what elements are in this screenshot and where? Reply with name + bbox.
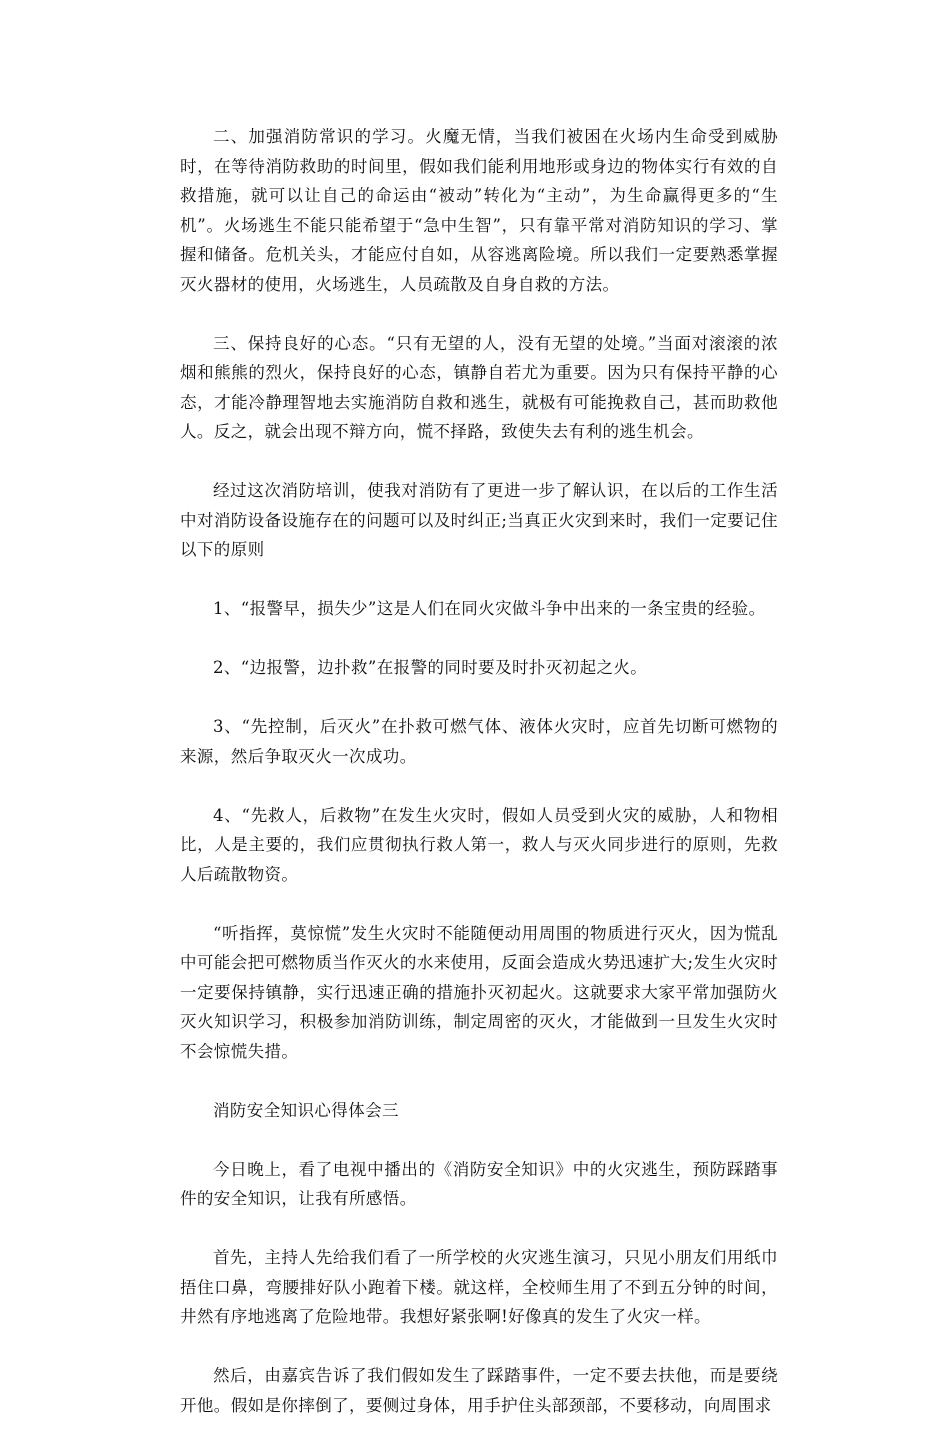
paragraph-principle-4: 4、“先救人，后救物”在发生火灾时，假如人员受到火灾的威胁，人和物相比，人是主要的，我们应贯彻执行救人第一，救人与灭火同步进行的原则，先救人后疏散物资。 bbox=[180, 805, 778, 884]
paragraph-principle-1: 1、“报警早，损失少”这是人们在同火灾做斗争中出来的一条宝贵的经验。 bbox=[213, 599, 766, 618]
paragraph-fire-knowledge: 二、加强消防常识的学习。火魔无情，当我们被困在火场内生命受到威胁时，在等待消防救助的时间里，假如我们能利用地形或身边的物体实行有效的自救措施，就可以让自己的命运由“被动”转化为“主动”，为生命赢得更多的“生机”。火场逃生不能只能希望于“急中生智”，只有靠平常对消防知识的学习、掌握和储备。危机关头，才能应付自如，从容逃离险境。所以我们一定要熟悉掌握灭火器材的使用，火场逃生，人员疏散及自身自救的方法。 bbox=[180, 127, 778, 294]
paragraph-principle-2: 2、“边报警，边扑救”在报警的同时要及时扑灭初起之火。 bbox=[213, 658, 648, 677]
paragraph-training-summary: 经过这次消防培训，使我对消防有了更进一步了解认识，在以后的工作生活中对消防设备设施存在的问题可以及时纠正;当真正火灾到来时，我们一定要记住以下的原则 bbox=[180, 481, 778, 559]
paragraph-principle-3: 3、“先控制，后灭火”在扑救可燃气体、液体火灾时，应首先切断可燃物的来源，然后争取灭火一次成功。 bbox=[180, 717, 778, 766]
paragraph-tv-program: 今日晚上，看了电视中播出的《消防安全知识》中的火灾逃生，预防踩踏事件的安全知识，让我有所感悟。 bbox=[180, 1159, 778, 1208]
document-body bbox=[180, 122, 778, 1450]
paragraph-good-mindset: 三、保持良好的心态。“只有无望的人，没有无望的处境。”当面对滚滚的浓烟和熊熊的烈火，保持良好的心态，镇静自若尤为重要。因为只有保持平静的心态，才能冷静理智地去实施消防自救和逃生，就极有可能挽救自己，甚而助救他人。反之，就会出现不辩方向，慌不择路，致使失去有利的逃生机会。 bbox=[180, 333, 778, 441]
paragraph-stampede: 然后，由嘉宾告诉了我们假如发生了踩踏事件，一定不要去扶他，而是要绕开他。假如是你摔倒了，要侧过身体，用手护住头部颈部，不要移动，向周围求 bbox=[180, 1366, 778, 1415]
paragraph-drill: 首先，主持人先给我们看了一所学校的火灾逃生演习，只见小朋友们用纸巾捂住口鼻，弯腰排好队小跑着下楼。就这样，全校师生用了不到五分钟的时间，井然有序地逃离了危险地带。我想好紧张啊!好像真的发生了火灾一样。 bbox=[180, 1248, 778, 1326]
section-heading: 消防安全知识心得体会三 bbox=[213, 1100, 399, 1120]
paragraph-follow-command: “听指挥，莫惊慌”发生火灾时不能随便动用周围的物质进行灭火，因为慌乱中可能会把可燃物质当作灭火的水来使用，反面会造成火势迅速扩大;发生火灾时一定要保持镇静，实行迅速正确的措施扑灭初起火。这就要求大家平常加强防火灭火知识学习，积极参加消防训练，制定周密的灭火，才能做到一旦发生火灾时不会惊慌失措。 bbox=[180, 923, 778, 1061]
